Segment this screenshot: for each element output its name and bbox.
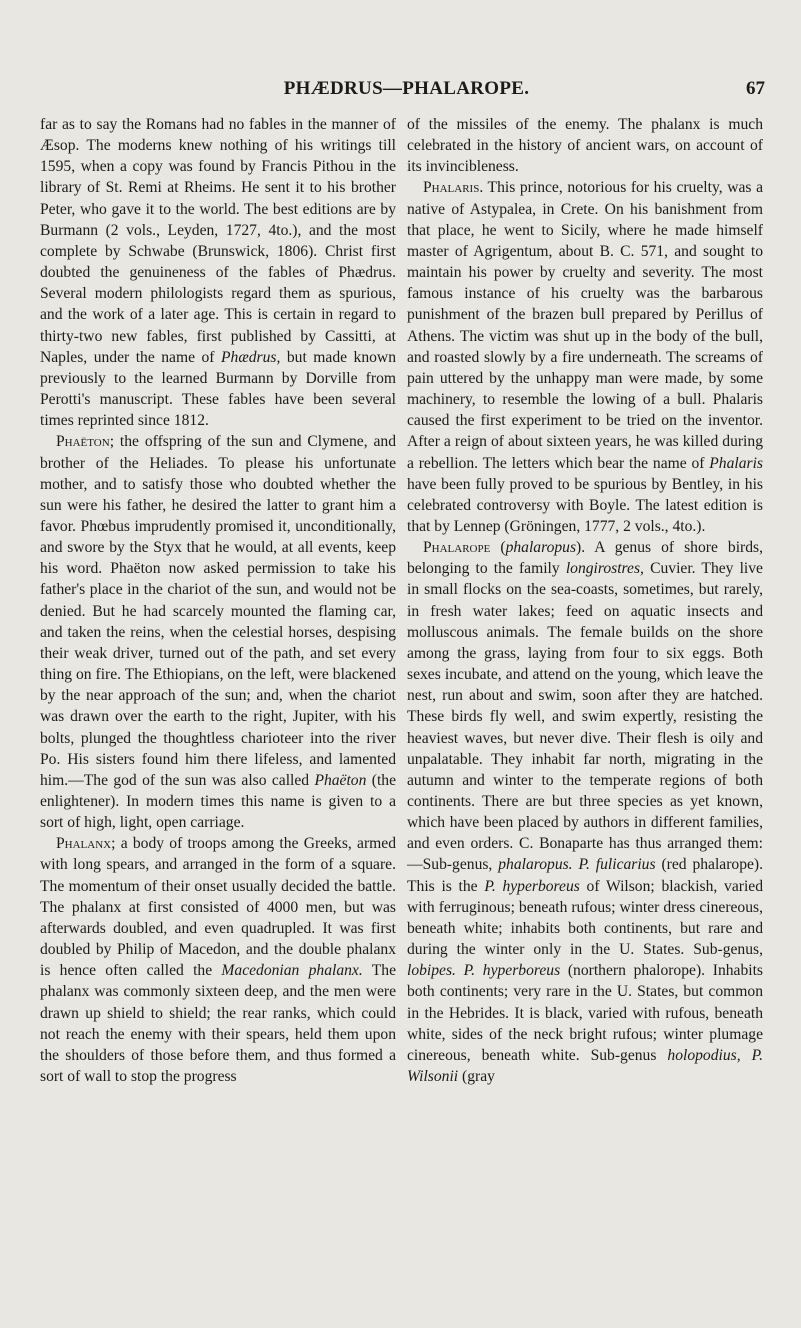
- right-column: [407, 114, 763, 1087]
- italic-text: phalaropus. P. fulicarius: [498, 856, 656, 874]
- entry-term: Phalarope: [423, 539, 491, 557]
- entry-term: Phalanx: [56, 835, 112, 853]
- text-run: ; the offspring of the sun and Clymene, and brother of the Heliades. To please his unfortunate mother, and to satisfy those who doubted whether the sun were his father, he desired the latter to grant him a favor. Phœbus imprudently promised it, unconditionally, and swore by the Styx that he would, at all events, keep his word. Phaëton now asked permission to take his father's place in the chariot of the sun, and would not be denied. But he had scarcely mounted the flaming car, and taken the reins, when the celestial horses, despising their weak driver, turned out of the path, and set every thing on fire. The Ethiopians, on the left, were blackened by the near approach of the sun; and, when the chariot was drawn over the earth to the right, Jupiter, with his bolts, plunged the thoughtless charioteer into the river Po. His sisters found him there lifeless, and lamented him.—The god of the sun was also called: [40, 433, 396, 789]
- italic-text: Phaëton: [314, 771, 367, 789]
- text-run: of the missiles of the enemy. The phalanx is much celebrated in the history of ancient wars, on account of its invincibleness.: [407, 116, 763, 176]
- italic-text: holopodius, P. Wilsonii: [407, 1046, 763, 1086]
- italic-text: lobipes. P. hyperboreus: [407, 962, 561, 980]
- text-run: . This prince, notorious for his cruelty, was a native of Astypalea, in Crete. On his banishment from that place, he went to Sicily, where he made himself master of Agrigentum, about B. C. 571, and sought to maintain his power by cruelty and severity. The most famous instance of his cruelty was the barbarous punishment of the brazen bull prepared by Perillus of Athens. The victim was shut up in the body of the bull, and roasted slowly by a fire underneath. The screams of pain uttered by the unhappy man were made, by some machinery, to resemble the lowing of a bull. Phalaris caused the first experiment to be tried on the inventor. After a reign of about sixteen years, he was killed during a rebellion. The letters which bear the name of: [407, 179, 763, 472]
- paragraph-phaedrus-continued: [40, 114, 396, 431]
- italic-text: longirostres,: [565, 560, 644, 578]
- italic-text: P. hyperboreus: [484, 877, 580, 895]
- entry-phalarope: [407, 537, 763, 1087]
- page-number: 67: [746, 78, 765, 99]
- italic-text: phalaropus: [505, 539, 577, 557]
- entry-phalaris: [407, 177, 763, 537]
- text-run: Cuvier. They live in small flocks on the sea-coasts, sometimes, but rarely, in fresh water lakes; feed on aquatic insects and molluscous animals. The female builds on the shore among the grass, laying from four to six eggs. Both sexes incubate, and attend on the young, which leave the nest, run about and swim, soon after they are hatched. These birds fly well, and swim expertly, resisting the heaviest waves, but never dive. Their flesh is oily and unpalatable. They inhabit far north, migrating in the autumn and winter to the temperate regions of both continents. There are but three species as yet known, which have been placed by authors in different families, and even orders. C. Bonaparte has thus arranged them:—Sub-genus,: [407, 560, 763, 874]
- text-run: The phalanx was commonly sixteen deep, and the men were drawn up shield to shield; the rear ranks, which could not reach the enemy with their spears, held them upon the shoulders of those before them, and thus formed a sort of wall to stop the progress: [40, 962, 396, 1086]
- left-column: [40, 114, 396, 1087]
- text-run: (the enlightener). In modern times this name is given to a sort of high, light, open carriage.: [40, 771, 396, 832]
- entry-phalanx: [40, 833, 396, 1087]
- text-run: but made known previously to the learned Burmann by Dorville from Perotti's manuscript. These fables have been several times reprinted since 1812.: [40, 348, 396, 430]
- text-run: ). A genus of shore birds, belonging to the family: [407, 539, 763, 578]
- italic-text: Macedonian phalanx.: [221, 962, 363, 980]
- entry-term: Phaëton: [56, 433, 110, 451]
- italic-text: Phædrus,: [221, 348, 281, 366]
- text-run: (: [490, 539, 506, 557]
- text-run: (northern phalorope). Inhabits both continents; very rare in the U. States, but common in the Hebrides. It is black, varied with rufous, beneath white, sides of the neck bright rufous; winter plumage cinereous, beneath white. Sub-genus: [407, 962, 763, 1064]
- entry-term: Phalaris: [423, 179, 480, 197]
- text-run: of Wilson; blackish, varied with ferruginous; beneath rufous; winter dress cinereous, beneath white; inhabits both continents, but rare and during the winter only in the U. States. Sub-genus,: [407, 877, 763, 959]
- paragraph-phalanx-continued: [407, 114, 763, 177]
- text-run: far as to say the Romans had no fables in the manner of Æsop. The moderns knew nothing of his writings till 1595, when a copy was found by Francis Pithou in the library of St. Remi at Rheims. He sent it to his brother Peter, who gave it to the world. The best editions are by Burmann (2 vols., Leyden, 1727, 4to.), and the most complete by Schwabe (Brunswick, 1806). Christ first doubted the genuineness of the fables of Phædrus. Several modern philologists regard them as spurious, and the work of a later age. This is certain in regard to thirty-two new fables, first published by Cassitti, at Naples, under the name of: [40, 116, 396, 366]
- text-run: ; a body of troops among the Greeks, armed with long spears, and arranged in the form of a square. The momentum of their onset usually decided the battle. The phalanx at first consisted of 4000 men, but was afterwards doubled, and even quadrupled. It was first doubled by Philip of Macedon, and the double phalanx is hence often called the: [40, 835, 396, 980]
- text-run: (red phalarope). This is the: [407, 856, 764, 895]
- text-run: (gray: [458, 1068, 495, 1086]
- italic-text: Phalaris: [709, 454, 763, 472]
- text-run: have been fully proved to be spurious by Bentley, in his celebrated controversy with Boyle. The latest edition is that by Lennep (Gröningen, 1777, 2 vols., 4to.).: [407, 475, 763, 535]
- running-head: PHÆDRUS—PHALAROPE.: [283, 78, 530, 99]
- entry-phaeton: [40, 431, 396, 833]
- page-header: [48, 78, 765, 106]
